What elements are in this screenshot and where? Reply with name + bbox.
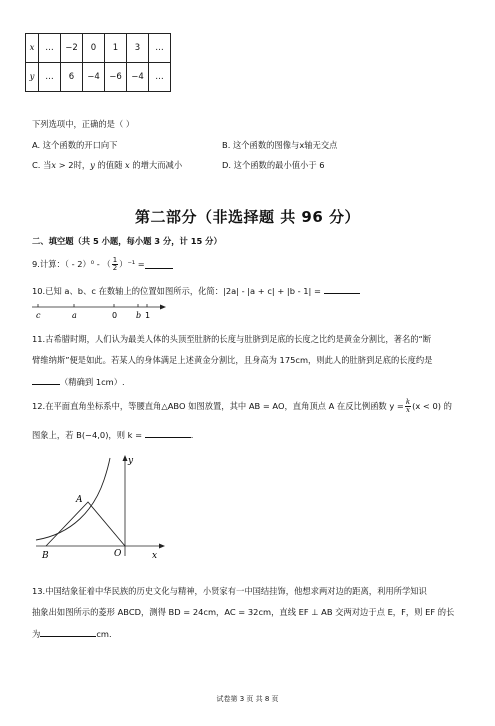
label-0: 0	[112, 311, 118, 320]
question-11-line2: 臂维纳斯”便是如此。若某人的身体满足上述黄金分割比，且身高为 175cm，则此人的肚脐到足底的长度约是	[32, 355, 433, 365]
question-11-line3	[32, 375, 125, 388]
q11-line3-text: （精确到 1cm）.	[60, 377, 125, 387]
label-o: O	[114, 549, 122, 559]
question-10	[32, 284, 360, 297]
table-cell: 0	[83, 34, 105, 63]
q12-line2-a: 图象上，若 B(−4,0)，则 k =	[32, 430, 145, 440]
answer-blank	[145, 259, 173, 269]
fraction-denominator: 2	[112, 263, 118, 272]
table-cell: …	[149, 63, 171, 92]
table-cell: −2	[61, 34, 83, 63]
question-12-line1	[32, 397, 452, 415]
table-cell: 6	[61, 63, 83, 92]
q10-text: 10.已知 a、b、c 在数轴上的位置如图所示，化简：|2a| - |a + c| + |b - 1| =	[32, 286, 324, 296]
table-cell: …	[39, 63, 61, 92]
table-cell: x	[26, 34, 39, 63]
value-table	[25, 33, 171, 92]
table-row	[26, 63, 171, 92]
label-c: c	[36, 311, 41, 320]
option-c	[32, 159, 182, 171]
fraction-denominator: x	[406, 405, 410, 414]
label-x: x	[152, 551, 158, 561]
arrow-right-icon	[159, 544, 165, 549]
var-x: x	[125, 160, 130, 170]
option-c-mid1: > 2时，	[56, 160, 91, 170]
table-cell: …	[39, 34, 61, 63]
page-footer: 试卷第 3 页 共 8 页	[216, 695, 279, 703]
coordinate-graph	[32, 450, 172, 564]
label-b: b	[136, 311, 142, 320]
fraction-numerator: k	[405, 397, 411, 406]
var-y: y	[90, 160, 95, 170]
hyperbola-curve	[36, 458, 110, 540]
table-cell: −4	[83, 63, 105, 92]
q9-suffix: ）⁻¹ =	[119, 259, 145, 269]
q9-prefix: 9.计算：（ - 2）⁰ - （	[32, 259, 111, 269]
answer-blank	[324, 284, 360, 294]
label-a: A	[76, 495, 83, 505]
option-a: A. 这个函数的开口向下	[32, 140, 118, 150]
var-x: x	[51, 160, 57, 170]
answer-blank	[32, 375, 60, 385]
fraction	[112, 257, 118, 272]
arrow-right-icon	[160, 305, 166, 310]
question-13-line3	[32, 627, 112, 640]
q13-line3-a: 为	[32, 629, 41, 639]
option-c-prefix: C. 当	[32, 160, 52, 170]
question-12-line2	[32, 428, 193, 441]
option-b: B. 这个函数的图像与x轴无交点	[222, 140, 338, 150]
section-title: 第二部分（非选择题 共 96 分）	[134, 208, 361, 226]
label-a: a	[72, 311, 77, 320]
question-13-line2: 抽象出如图所示的菱形 ABCD，测得 BD = 24cm，AC = 32cm，直线 EF ⊥ AB 交两对边于点 E，F，则 EF 的长	[32, 607, 455, 617]
answer-blank	[145, 428, 191, 438]
q12-line1-b: (x < 0) 的	[412, 401, 452, 411]
question-11-line1: 11.古希腊时期，人们认为最美人体的头顶至肚脐的长度与肚脐到足底的长度之比约是黄金分割比，著名的“断	[32, 334, 432, 344]
label-b: B	[42, 551, 49, 561]
table-cell: −4	[127, 63, 149, 92]
label-1: 1	[145, 311, 151, 320]
label-y: y	[128, 456, 134, 466]
section-subtitle: 二、填空题（共 5 小题，每小题 3 分，计 15 分）	[32, 236, 222, 246]
triangle-abo	[46, 502, 125, 546]
fraction	[405, 399, 411, 414]
q13-line3-b: cm.	[96, 629, 112, 639]
arrow-up-icon	[123, 455, 128, 461]
option-c-end: 的增大而减小	[129, 160, 183, 170]
table-cell: 1	[105, 34, 127, 63]
q12-line2-b: .	[190, 430, 194, 440]
q12-line1-a: 12.在平面直角坐标系中，等腰直角△ABO 如图放置，其中 AB = AO，直角顶点 A 在反比例函数 y =	[32, 401, 404, 411]
table-cell: −6	[105, 63, 127, 92]
question-9	[32, 256, 173, 272]
question-13-line1: 13.中国结象征着中华民族的历史文化与精神，小贤家有一中国结挂饰，他想求两对边的距离，利用所学知识	[32, 586, 427, 596]
table-row	[26, 34, 171, 63]
fraction-numerator: 1	[112, 255, 118, 264]
option-d: D. 这个函数的最小值小于 6	[222, 160, 325, 170]
option-c-mid2: 的值随	[94, 160, 126, 170]
table-cell: 3	[127, 34, 149, 63]
table-cell: y	[26, 63, 39, 92]
question-stem: 下列选项中，正确的是（ ）	[32, 119, 135, 129]
answer-blank	[40, 627, 96, 637]
table-cell: …	[149, 34, 171, 63]
number-line	[30, 299, 170, 321]
